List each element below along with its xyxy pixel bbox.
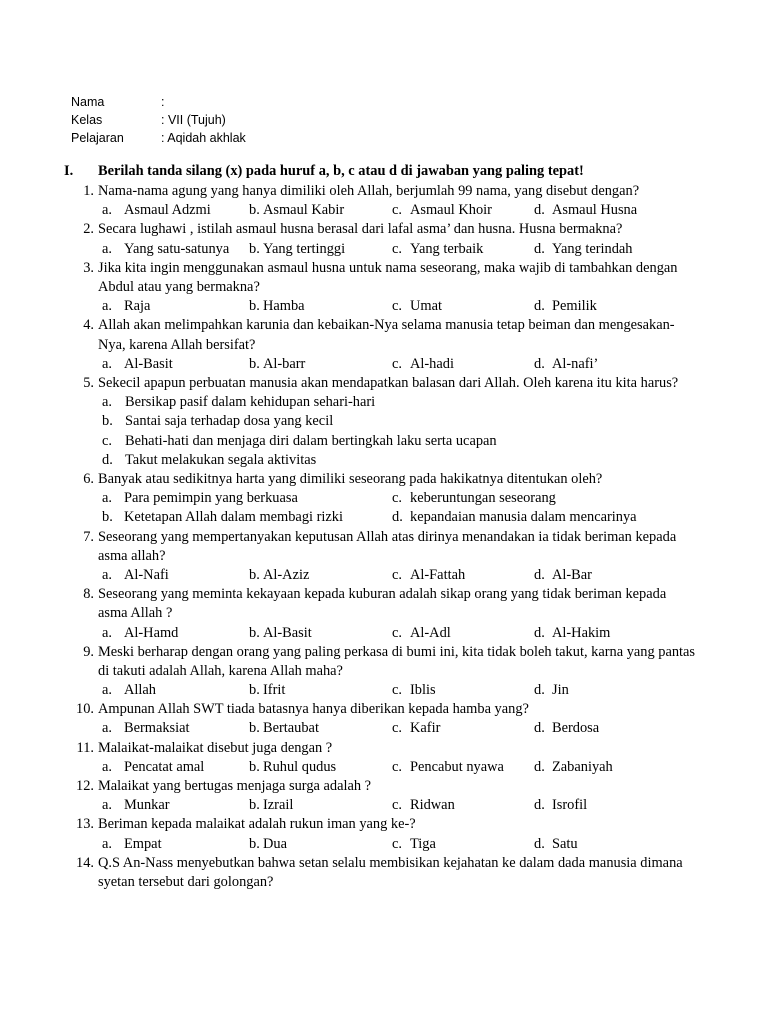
answer-option[interactable] (392, 835, 436, 854)
question-row (0, 643, 768, 681)
option-text: Dua (263, 835, 287, 852)
option-text: Bersikap pasif dalam kehidupan sehari-hari (125, 394, 376, 411)
option-letter: d. (534, 797, 545, 814)
question-row (0, 528, 768, 566)
option-text: Al-barr (263, 355, 306, 372)
answer-option[interactable] (102, 201, 211, 220)
question-item (0, 470, 768, 528)
option-text: Isrofil (552, 797, 588, 814)
options-row (0, 508, 768, 527)
option-letter: c. (392, 355, 402, 372)
question-number: 5. (83, 374, 94, 391)
option-text: Yang terbaik (410, 240, 484, 257)
answer-option[interactable] (0, 393, 768, 412)
option-text: Tiga (410, 835, 436, 852)
pelajaran-value: : Aqidah akhlak (161, 131, 246, 145)
question-item (0, 854, 768, 892)
option-text: Raja (124, 298, 151, 315)
question-number: 4. (83, 317, 94, 334)
question-number: 8. (83, 586, 94, 603)
question-row (0, 470, 768, 489)
option-text: Al-hadi (410, 355, 454, 372)
answer-option[interactable] (249, 796, 293, 815)
option-letter: d. (534, 566, 545, 583)
option-letter: a. (102, 624, 112, 641)
nama-label: Nama (71, 95, 105, 109)
options-row (0, 681, 768, 700)
option-letter: b. (249, 797, 260, 814)
option-letter: d. (534, 355, 545, 372)
kelas-value: : VII (Tujuh) (161, 113, 226, 127)
answer-option[interactable] (102, 624, 178, 643)
options-row (0, 201, 768, 220)
question-number: 2. (83, 221, 94, 238)
options-row (0, 719, 768, 738)
answer-option[interactable] (102, 835, 162, 854)
question-number: 7. (83, 528, 94, 545)
option-text: Bertaubat (263, 720, 319, 737)
option-letter: b. (249, 624, 260, 641)
option-text: Hamba (263, 298, 305, 315)
option-text: Ifrit (263, 682, 286, 699)
answer-option[interactable] (534, 201, 637, 220)
question-text: Allah akan melimpahkan karunia dan kebaikan-Nya selama manusia tetap beiman dan mengesakan-Nya, karena Allah bersifat? (98, 317, 675, 353)
question-number: 3. (83, 259, 94, 276)
option-letter: c. (392, 835, 402, 852)
question-number: 6. (83, 470, 94, 487)
answer-option[interactable] (534, 835, 578, 854)
question-item (0, 739, 768, 777)
answer-option[interactable] (534, 758, 613, 777)
option-text: Jin (552, 682, 569, 699)
question-text: Jika kita ingin menggunakan asmaul husna untuk nama seseorang, maka wajib di tambahkan dengan Abdul atau yang bermakna? (98, 259, 678, 295)
option-text: Ruhul qudus (263, 758, 337, 775)
option-text: Asmaul Husna (552, 202, 638, 219)
answer-option[interactable] (392, 566, 465, 585)
answer-option[interactable] (534, 355, 598, 374)
answer-option[interactable] (392, 489, 556, 508)
answer-option[interactable] (392, 758, 504, 777)
option-letter: a. (102, 797, 112, 814)
option-text: Takut melakukan segala aktivitas (125, 451, 317, 468)
option-text: Iblis (410, 682, 436, 699)
answer-option[interactable] (102, 758, 204, 777)
options-row (0, 489, 768, 508)
option-text: Asmaul Khoir (410, 202, 492, 219)
option-letter: a. (102, 835, 112, 852)
answer-option[interactable] (102, 489, 298, 508)
option-text: Ridwan (410, 797, 455, 814)
options-row (0, 758, 768, 777)
answer-option[interactable] (392, 297, 442, 316)
options-row (0, 297, 768, 316)
question-number: 14. (76, 854, 94, 871)
answer-option[interactable] (102, 355, 173, 374)
option-letter: b. (249, 240, 260, 257)
section-number: I. (64, 163, 74, 179)
option-text: Para pemimpin yang berkuasa (124, 490, 298, 507)
option-text: Al-Basit (124, 355, 173, 372)
option-text: Allah (124, 682, 156, 699)
answer-option[interactable] (392, 681, 436, 700)
option-letter: a. (102, 720, 112, 737)
question-item (0, 374, 768, 470)
answer-option[interactable] (102, 566, 169, 585)
question-item (0, 777, 768, 815)
option-letter: a. (102, 682, 112, 699)
option-letter: b. (102, 509, 113, 526)
options-row (0, 240, 768, 259)
answer-option[interactable] (534, 566, 592, 585)
option-letter: d. (534, 624, 545, 641)
option-letter: c. (392, 682, 402, 699)
answer-option[interactable] (0, 451, 768, 470)
option-text: Pencabut nyawa (410, 758, 504, 775)
answer-option[interactable] (534, 240, 632, 259)
option-text: Kafir (410, 720, 441, 737)
answer-option[interactable] (534, 681, 569, 700)
question-number: 12. (76, 778, 94, 795)
option-text: Behati-hati dan menjaga diri dalam bertingkah laku serta ucapan (125, 432, 497, 449)
question-item (0, 316, 768, 374)
answer-option[interactable] (249, 681, 285, 700)
answer-option[interactable] (102, 240, 229, 259)
question-row (0, 182, 768, 201)
options-row (0, 355, 768, 374)
option-text: Al-Nafi (124, 566, 169, 583)
question-row (0, 739, 768, 758)
option-text: Munkar (124, 797, 170, 814)
option-text: Asmaul Adzmi (124, 202, 211, 219)
question-number: 11. (76, 739, 94, 756)
option-letter: c. (392, 720, 402, 737)
question-text: Seseorang yang meminta kekayaan kepada kuburan adalah sikap orang yang tidak beriman kepada asma Allah ? (98, 586, 667, 622)
option-letter: b. (249, 682, 260, 699)
question-item (0, 182, 768, 220)
option-text: Pemilik (552, 298, 597, 315)
question-list (0, 182, 768, 892)
question-row (0, 316, 768, 354)
answer-option[interactable] (0, 412, 768, 431)
answer-option[interactable] (0, 432, 768, 451)
option-letter: d. (534, 758, 545, 775)
question-row (0, 220, 768, 239)
option-letter: b. (249, 566, 260, 583)
option-letter: d. (534, 682, 545, 699)
option-text: Berdosa (552, 720, 600, 737)
option-text: kepandaian manusia dalam mencarinya (410, 509, 637, 526)
option-text: Satu (552, 835, 578, 852)
answer-option[interactable] (392, 796, 455, 815)
question-number: 13. (76, 816, 94, 833)
question-row (0, 374, 768, 393)
option-text: Al-Aziz (263, 566, 310, 583)
answer-option[interactable] (392, 624, 451, 643)
answer-option[interactable] (102, 681, 156, 700)
question-text: Malaikat-malaikat disebut juga dengan ? (98, 739, 333, 756)
option-text: Izrail (263, 797, 294, 814)
option-letter: a. (102, 758, 112, 775)
option-text: Al-Hakim (552, 624, 611, 641)
option-letter: a. (102, 202, 112, 219)
option-letter: b. (249, 202, 260, 219)
option-letter: c. (392, 240, 402, 257)
option-letter: d. (534, 835, 545, 852)
question-text: Secara lughawi , istilah asmaul husna berasal dari lafal asma’ dan husna. Husna bermakna? (98, 221, 623, 238)
question-section (0, 161, 768, 892)
options-row (0, 835, 768, 854)
option-text: Yang terindah (552, 240, 633, 257)
answer-option[interactable] (102, 297, 150, 316)
option-letter: b. (249, 355, 260, 372)
question-number: 1. (83, 183, 94, 199)
option-text: Al-Hamd (124, 624, 179, 641)
option-text: Yang satu-satunya (124, 240, 230, 257)
option-letter: b. (249, 298, 260, 315)
option-text: Ketetapan Allah dalam membagi rizki (124, 509, 343, 526)
question-item (0, 815, 768, 853)
option-text: keberuntungan seseorang (410, 490, 556, 507)
option-letter: d. (392, 509, 403, 526)
answer-option[interactable] (102, 719, 190, 738)
option-text: Umat (410, 298, 442, 315)
question-row (0, 585, 768, 623)
answer-option[interactable] (392, 201, 492, 220)
question-text: Meski berharap dengan orang yang paling perkasa di bumi ini, kita tidak boleh takut, karna yang pantas di takuti adalah Allah, karena Allah maha? (98, 643, 696, 679)
answer-option[interactable] (102, 796, 170, 815)
answer-option[interactable] (249, 566, 309, 585)
option-letter: d. (534, 240, 545, 257)
question-text: Seseorang yang mempertanyakan keputusan Allah atas dirinya menandakan ia tidak beriman kepada asma allah? (98, 528, 677, 564)
option-text: Bermaksiat (124, 720, 190, 737)
option-letter: a. (102, 355, 112, 372)
option-letter: a. (102, 566, 112, 583)
question-text: Q.S An-Nass menyebutkan bahwa setan selalu membisikan kejahatan ke dalam dada manusia dimana syetan tersebut dari golongan? (98, 854, 683, 891)
option-letter: c. (392, 758, 402, 775)
question-item (0, 220, 768, 258)
option-letter: c. (392, 298, 402, 315)
answer-option[interactable] (249, 297, 305, 316)
option-text: Al-Basit (263, 624, 312, 641)
options-row (0, 796, 768, 815)
question-number: 9. (83, 643, 94, 660)
option-letter: a. (102, 298, 112, 315)
option-letter: a. (102, 490, 112, 507)
option-letter: d. (534, 298, 545, 315)
question-text: Nama-nama agung yang hanya dimiliki oleh Allah, berjumlah 99 nama, yang disebut dengan? (98, 183, 640, 199)
options-row (0, 566, 768, 585)
pelajaran-label: Pelajaran (71, 131, 124, 145)
option-text: Al-Bar (552, 566, 592, 583)
answer-option[interactable] (392, 240, 483, 259)
answer-option[interactable] (534, 719, 599, 738)
answer-option[interactable] (249, 355, 305, 374)
question-item (0, 585, 768, 643)
option-letter: d. (102, 451, 113, 468)
option-letter: c. (392, 624, 402, 641)
section-heading (0, 161, 768, 182)
option-letter: c. (392, 202, 402, 219)
answer-option[interactable] (534, 624, 610, 643)
question-text: Malaikat yang bertugas menjaga surga adalah ? (98, 778, 372, 795)
question-row (0, 259, 768, 297)
section-instruction: Berilah tanda silang (x) pada huruf a, b, c atau d di jawaban yang paling tepat! (98, 163, 584, 179)
option-letter: c. (392, 797, 402, 814)
question-row (0, 700, 768, 719)
question-item (0, 528, 768, 586)
option-letter: d. (534, 720, 545, 737)
answer-option[interactable] (249, 835, 287, 854)
option-text: Asmaul Kabir (263, 202, 345, 219)
answer-option[interactable] (249, 240, 345, 259)
answer-option[interactable] (392, 508, 637, 527)
question-row (0, 815, 768, 834)
answer-option[interactable] (534, 796, 587, 815)
answer-option[interactable] (249, 758, 336, 777)
option-text: Yang tertinggi (263, 240, 346, 257)
question-text: Banyak atau sedikitnya harta yang dimiliki seseorang pada hakikatnya ditentukan oleh? (98, 470, 603, 487)
option-letter: c. (392, 490, 402, 507)
option-text: Empat (124, 835, 162, 852)
question-row (0, 777, 768, 796)
option-text: Zabaniyah (552, 758, 613, 775)
answer-option[interactable] (534, 297, 597, 316)
option-letter: d. (534, 202, 545, 219)
question-item (0, 643, 768, 701)
question-text: Sekecil apapun perbuatan manusia akan mendapatkan balasan dari Allah. Oleh karena itu kita harus? (98, 374, 679, 391)
answer-option[interactable] (102, 508, 343, 527)
kelas-label: Kelas (71, 113, 103, 127)
options-row (0, 624, 768, 643)
option-letter: a. (102, 394, 112, 411)
option-letter: b. (249, 758, 260, 775)
option-letter: b. (249, 835, 260, 852)
question-row (0, 854, 768, 892)
answer-option[interactable] (392, 355, 454, 374)
option-letter: a. (102, 240, 112, 257)
option-letter: c. (392, 566, 402, 583)
question-item (0, 700, 768, 738)
question-text: Beriman kepada malaikat adalah rukun iman yang ke-? (98, 816, 416, 833)
question-number: 10. (76, 701, 94, 718)
option-letter: b. (102, 413, 113, 430)
nama-value: : (161, 95, 165, 109)
option-text: Al-nafi’ (552, 355, 599, 372)
option-text: Santai saja terhadap dosa yang kecil (125, 413, 334, 430)
answer-option[interactable] (249, 719, 319, 738)
answer-option[interactable] (392, 719, 440, 738)
option-text: Al-Fattah (410, 566, 466, 583)
option-text: Pencatat amal (124, 758, 205, 775)
option-letter: c. (102, 432, 112, 449)
question-item (0, 259, 768, 317)
question-text: Ampunan Allah SWT tiada batasnya hanya diberikan kepada hamba yang? (98, 701, 529, 718)
option-text: Al-Adl (410, 624, 451, 641)
option-letter: b. (249, 720, 260, 737)
answer-option[interactable] (249, 201, 344, 220)
answer-option[interactable] (249, 624, 312, 643)
